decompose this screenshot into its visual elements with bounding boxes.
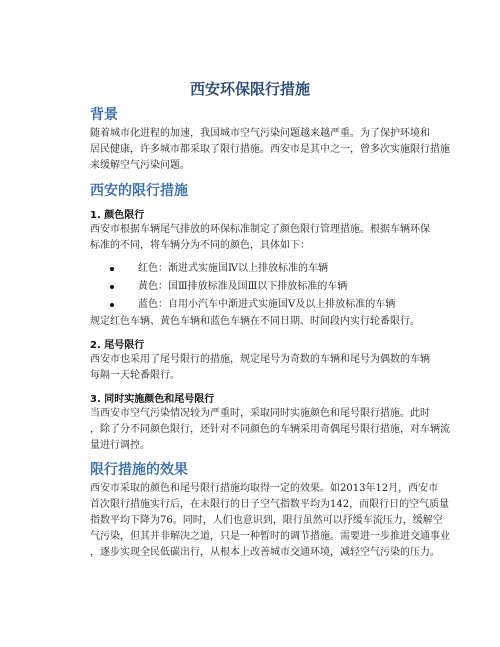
heading-color-restriction: 1. 颜色限行 [90,210,145,221]
bullet-icon [110,303,114,307]
text-line: 来缓解空气污染问题。 [90,160,190,171]
text-line: 气污染，但其并非解决之道，只是一种暂时的调节措施。需要进一步推进交通事业 [90,531,450,542]
text-line: 首次限行措施实行后，在未限行的日子空气指数平均为142，而限行日的空气质量 [90,499,450,510]
text-line: 西安市也采用了尾号限行的措施，规定尾号为奇数的车辆和尾号为偶数的车辆 [90,354,430,365]
text-line: 西安市根据车辆尾气排放的环保标准制定了颜色限行管理措施。根据车辆环保 [90,224,430,235]
heading-effect: 限行措施的效果 [90,462,188,478]
text-line: 每隔一天轮番限行。 [90,370,180,381]
paragraph-combined [90,406,450,454]
text-line: 量进行调控。 [90,440,150,451]
text-line: 西安市采取的颜色和尾号限行措施均取得一定的效果。如2013年12月，西安市 [90,483,439,494]
heading-combined-restriction: 3. 同时实施颜色和尾号限行 [90,394,215,405]
text-line: 指数平均下降为76。同时，人们也意识到，限行虽然可以抒缓车流压力，缓解空 [90,515,443,526]
text-line: 标准的不同，将车辆分为不同的颜色，具体如下： [90,240,310,251]
list-item-text: 黄色：国Ⅲ排放标准及国Ⅲ以下排放标准的车辆 [138,281,348,292]
heading-background: 背景 [90,107,118,123]
text-line: 随着城市化进程的加速，我国城市空气污染问题越来越严重。为了保护环境和 [90,128,430,139]
paragraph-effect [90,481,450,561]
text-line: 居民健康，许多城市都采取了限行措施。西安市是其中之一，曾多次实施限行措施 [90,144,450,155]
color-category-list [110,260,395,314]
list-item-text: 蓝色：自用小汽车中渐进式实施国Ⅴ及以上排放标准的车辆 [138,299,396,310]
list-item [110,296,395,314]
paragraph-color-intro [90,222,430,254]
bullet-icon [110,267,114,271]
list-item-text: 红色：渐进式实施国Ⅳ以上排放标准的车辆 [138,263,328,274]
text-line: 规定红色车辆、黄色车辆和蓝色车辆在不同日期、时间段内实行轮番限行。 [90,316,420,327]
list-item [110,278,395,296]
text-line: ，逐步实现全民低碳出行，从根本上改善城市交通环境，减轻空气污染的压力。 [90,547,440,558]
bullet-icon [110,285,114,289]
text-line: ，除了分不同颜色限行，还针对不同颜色的车辆采用奇偶尾号限行措施，对车辆流 [90,424,450,435]
heading-plate-restriction: 2. 尾号限行 [90,340,145,351]
document-title: 西安环保限行措施 [189,80,310,98]
paragraph-background [90,126,450,174]
paragraph-color-outro [90,314,420,330]
text-line: 当西安市空气污染情况较为严重时，采取同时实施颜色和尾号限行措施。此时 [90,408,430,419]
list-item [110,260,395,278]
heading-measures: 西安的限行措施 [90,183,188,199]
paragraph-plate [90,352,430,384]
